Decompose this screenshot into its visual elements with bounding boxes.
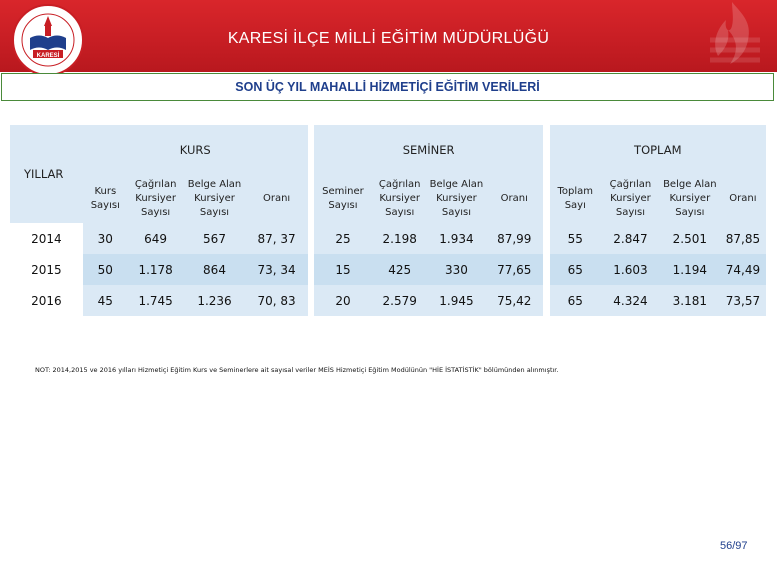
- table-cell: 20: [314, 285, 372, 316]
- table-cell: 73,57: [720, 285, 766, 316]
- logo-text: KARESİ: [36, 53, 60, 59]
- toplam-sayi-header: Toplam Sayı: [550, 175, 601, 223]
- table-cell: 70, 83: [246, 285, 308, 316]
- table-cell: 649: [128, 223, 184, 254]
- table-cell: 2.847: [601, 223, 660, 254]
- table-cell: 75,42: [485, 285, 543, 316]
- orani-header: Oranı: [720, 175, 766, 223]
- page-title: KARESİ İLÇE MİLLİ EĞİTİM MÜDÜRLÜĞÜ: [227, 30, 550, 47]
- table-row: [10, 223, 766, 254]
- table-cell: 45: [83, 285, 128, 316]
- group-header-row: [10, 125, 766, 175]
- statistics-table: [10, 125, 766, 316]
- table-cell: 77,65: [485, 254, 543, 285]
- kurs-sayisi-header: Kurs Sayısı: [83, 175, 128, 223]
- table-cell: 55: [550, 223, 601, 254]
- table-cell: 2.501: [660, 223, 720, 254]
- table-cell: 2.198: [372, 223, 428, 254]
- cagrilan-kursiyer-header: Çağrılan Kursiyer Sayısı: [128, 175, 184, 223]
- header-banner: [0, 0, 777, 72]
- table-cell: 73, 34: [246, 254, 308, 285]
- table-cell: 425: [372, 254, 428, 285]
- table-cell: 4.324: [601, 285, 660, 316]
- table-body: [10, 223, 766, 316]
- belge-alan-kursiyer-header: Belge Alan Kursiyer Sayısı: [183, 175, 245, 223]
- subtitle-box: [1, 73, 774, 101]
- belge-alan-kursiyer-header: Belge Alan Kursiyer Sayısı: [428, 175, 486, 223]
- table-cell: 1.603: [601, 254, 660, 285]
- page-number: 56/97: [720, 540, 748, 552]
- table-row: [10, 285, 766, 316]
- table-cell: 1.178: [128, 254, 184, 285]
- table-cell: 1.194: [660, 254, 720, 285]
- table-cell: 65: [550, 254, 601, 285]
- table-cell: 87,85: [720, 223, 766, 254]
- seminer-header: SEMİNER: [314, 125, 543, 175]
- orani-header: Oranı: [485, 175, 543, 223]
- table-cell: 864: [183, 254, 245, 285]
- table-cell: 65: [550, 285, 601, 316]
- cagrilan-kursiyer-header: Çağrılan Kursiyer Sayısı: [601, 175, 660, 223]
- subtitle: SON ÜÇ YIL MAHALLİ HİZMETİÇİ EĞİTİM VERİLERİ: [235, 80, 540, 94]
- table-cell: 25: [314, 223, 372, 254]
- belge-alan-kursiyer-header: Belge Alan Kursiyer Sayısı: [660, 175, 720, 223]
- table-cell: 15: [314, 254, 372, 285]
- table-cell: 1.945: [428, 285, 486, 316]
- sub-header-row: [10, 175, 766, 223]
- seminer-sayisi-header: Seminer Sayısı: [314, 175, 372, 223]
- table-cell: 87,99: [485, 223, 543, 254]
- table-row: [10, 254, 766, 285]
- table-cell: 3.181: [660, 285, 720, 316]
- table-cell: 30: [83, 223, 128, 254]
- year-cell: 2015: [10, 254, 83, 285]
- orani-header: Oranı: [246, 175, 308, 223]
- cagrilan-kursiyer-header: Çağrılan Kursiyer Sayısı: [372, 175, 428, 223]
- year-cell: 2016: [10, 285, 83, 316]
- table-cell: 1.934: [428, 223, 486, 254]
- table-cell: 330: [428, 254, 486, 285]
- footnote: NOT: 2014,2015 ve 2016 yılları Hizmetiçi Eğitim Kurs ve Seminerlere ait sayısal veriler MEİS Hizmetiçi Eğitim Modülünün "HİE İSTATİSTİK" bölümünden alınmıştır.: [35, 366, 559, 374]
- years-header: YILLAR: [10, 125, 83, 223]
- table-cell: 74,49: [720, 254, 766, 285]
- year-cell: 2014: [10, 223, 83, 254]
- table-cell: 2.579: [372, 285, 428, 316]
- table-cell: 87, 37: [246, 223, 308, 254]
- table-cell: 50: [83, 254, 128, 285]
- kurs-header: KURS: [83, 125, 308, 175]
- table-cell: 1.745: [128, 285, 184, 316]
- table-cell: 567: [183, 223, 245, 254]
- table-cell: 1.236: [183, 285, 245, 316]
- toplam-header: TOPLAM: [550, 125, 766, 175]
